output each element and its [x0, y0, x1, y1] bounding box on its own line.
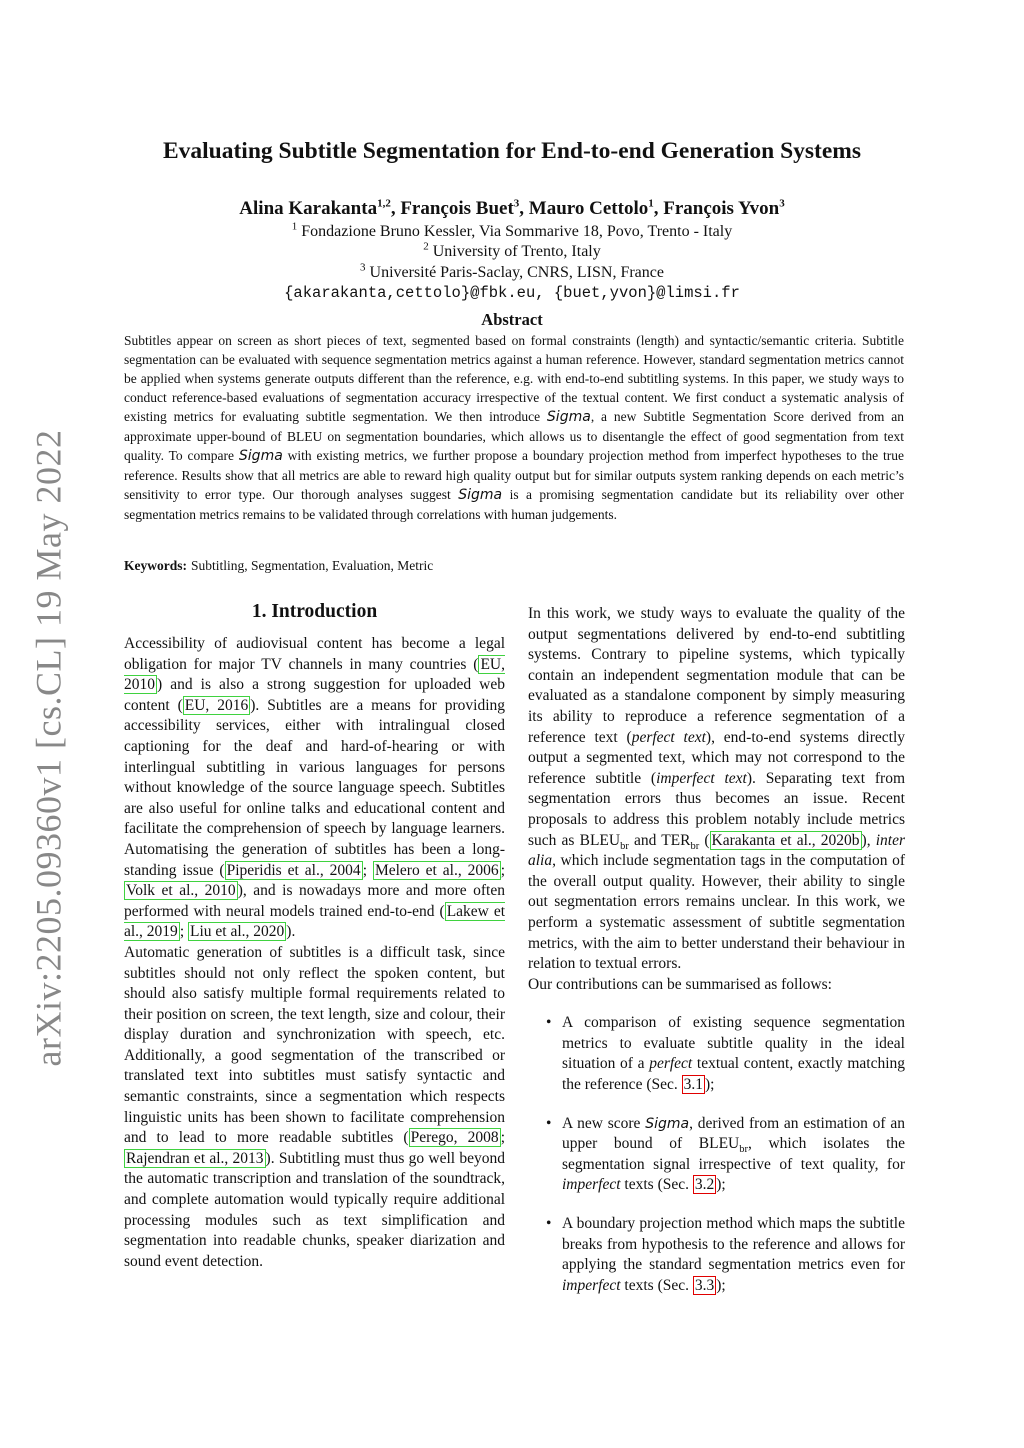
sigma-symbol: Sigma	[238, 448, 283, 464]
text: ),	[861, 831, 876, 849]
citation-link[interactable]: Volk et al., 2010	[126, 882, 236, 900]
text: , derived from an estimation of an upper bound of BLEU	[562, 1114, 905, 1153]
paragraph: Accessibility of audiovisual content has become a legal obligation for major TV channels in many countries ( EU, 2010 ) and is also a strong suggestion for uploaded web content ( EU, 2016 ). Subtitles are a means for providing accessibility services, either with intralingual closed captioning for the deaf and hard-of-hearing or with interlingual subtitling in various languages for persons without knowledge of the source language speech. Subtitles are also useful for online talks and educational content and facilitate the comprehension of speech by language learners. Automatising the generation of subtitles has been a long-standing issue ( Piperidis et al., 2004 ; Melero et al., 2006 ; Volk et al., 2010 ), and is nowadays more and more often performed with neural models trained end-to-end ( Lakew et al., 2019 ; Liu et al., 2020 ).	[124, 635, 505, 941]
affiliation	[0, 242, 1024, 262]
text: A new score	[562, 1114, 646, 1132]
text: and TER	[628, 831, 691, 849]
bullet-icon: •	[546, 1014, 552, 1032]
sigma-symbol: Sigma	[546, 409, 591, 425]
citation-link[interactable]: EU, 2016	[184, 696, 249, 714]
abstract-text: , a new Subtitle Segmentation Score derived from an approximate upper-bound of BLEU on segmentation boundaries, which allows us to disentangle the effect of good segmentation from text quality. To compare	[124, 409, 904, 463]
author-name: François Yvon	[663, 198, 780, 219]
text: ).	[286, 923, 296, 941]
text: ) and is also a strong suggestion for uploaded web content (	[124, 676, 505, 714]
text: , which include segmentation tags in the computation of the overall output quality. However, their ability to single out segmentation errors remains unclear. In this work, we perform a systematic assessment of subtitle segmentation metrics, with the aim to better understand their behaviour in relation to textual errors.	[528, 852, 905, 973]
citation-link[interactable]: EU, 2010	[124, 655, 505, 694]
citation-link[interactable]: Karakanta et al., 2020b	[711, 831, 860, 849]
bullet-icon: •	[546, 1215, 552, 1233]
list-item	[528, 1214, 905, 1296]
paragraph: Automatic generation of subtitles is a difficult task, since subtitles should not only reflect the spoken content, but should also satisfy multiple formal requirements related to their position on screen, the text length, size and colour, their display duration and synchronization with speech, etc. Additionally, a good segmentation of the transcribed or translated text into subtitles must satisfy syntactic and semantic constraints, since a segmentation which respects linguistic units has been shown to facilitate comprehension and to lead to more readable subtitles ( Perego, 2008 ; Rajendran et al., 2013 ). Subtitling must thus go well beyond the automatic transcription and translation of the soundtrack, and complete automation would typically require additional processing modules such as text simplification and segmentation into readable chunks, speaker diarization and sound event detection.	[124, 943, 505, 1270]
abstract-text: with existing metrics, we further propose a boundary projection method from imperfect hypotheses to the true reference. Results show that all metrics are able to reward high quality output but for similar outputs system ranking depends on each metric’s sensitivity to error type. Our thorough analyses suggest	[124, 448, 904, 502]
section-ref-link[interactable]: 3.2	[694, 1176, 715, 1194]
citation-link[interactable]: Rajendran et al., 2013	[126, 1149, 264, 1167]
author-name: François Buet	[400, 198, 514, 219]
text: In this work, we study ways to evaluate the quality of the output segmentations delivered by end-to-end subtitling systems. Contrary to pipeline systems, which typically contain an independent segmentation module that can be evaluated as a standalone component by simply measuring its ability to reproduce a reference segmentation of a reference text (	[528, 605, 905, 746]
emphasis: perfect text	[631, 728, 706, 746]
text: textual content, exactly matching the reference (Sec.	[562, 1055, 906, 1094]
abstract-body	[124, 331, 904, 524]
arxiv-stamp-text: arXiv:2205.09360v1 [cs.CL] 19 May 2022	[28, 429, 68, 1067]
text: ). Subtitling must thus go well beyond the automatic transcription and translation of the soundtrack, and complete automation would typically require additional processing modules such as text simplification and segmentation into readable chunks, speaker diarization and sound event detection.	[124, 1149, 505, 1270]
text: );	[716, 1276, 726, 1294]
text: texts (Sec.	[620, 1176, 693, 1194]
text: (	[699, 831, 710, 849]
affiliation	[0, 263, 1024, 283]
subscript: br	[690, 840, 700, 852]
citation-link[interactable]: Perego, 2008	[410, 1129, 499, 1147]
bullet-icon: •	[546, 1114, 552, 1132]
text: Accessibility of audiovisual content has become a legal obligation for major TV channels in many countries (	[124, 635, 505, 673]
left-column	[124, 600, 505, 1272]
list-item	[528, 1013, 905, 1095]
sigma-symbol: Sigma	[458, 487, 503, 503]
subscript: br	[739, 1144, 748, 1156]
text: );	[705, 1076, 715, 1094]
emphasis: imperfect text	[656, 769, 747, 787]
text: );	[716, 1176, 726, 1194]
text: A comparison of existing sequence segmentation metrics to evaluate subtitle quality in the ideal situation of a	[562, 1014, 905, 1073]
author-name: Alina Karakanta	[239, 198, 378, 219]
author-affil-mark: 3	[513, 197, 520, 210]
text: ), and is nowadays more and more often performed with neural models trained end-to-end (	[124, 882, 505, 920]
text: ), end-to-end systems directly output a segmented text, which may not correspond to the reference subtitle (	[528, 728, 905, 787]
affil-text: Fondazione Bruno Kessler, Via Sommarive 18, Povo, Trento - Italy	[301, 223, 733, 240]
author-emails: {akarakanta,cettolo}@fbk.eu, {buet,yvon}@limsi.fr	[284, 284, 740, 302]
author-affil-mark: 1	[648, 197, 654, 210]
text: A boundary projection method which maps the subtitle breaks from hypothesis to the reference and allows for applying the standard segmentation metrics even for	[562, 1215, 905, 1274]
affil-num: 3	[360, 261, 366, 274]
emphasis: inter alia	[528, 831, 905, 870]
author-affil-mark: 1,2	[377, 197, 391, 210]
arxiv-stamp	[16, 429, 80, 1067]
citation-link[interactable]: Melero et al., 2006	[374, 861, 499, 879]
citation-link[interactable]: Lakew et al., 2019	[124, 902, 505, 941]
text: texts (Sec.	[620, 1276, 693, 1294]
affil-num: 1	[291, 220, 298, 233]
text: , which isolates the segmentation signal irrespective of text quality, for	[562, 1135, 906, 1173]
affil-text: Université Paris-Saclay, CNRS, LISN, France	[369, 264, 664, 281]
section-ref-link[interactable]: 3.3	[694, 1276, 715, 1294]
paragraph: Our contributions can be summarised as follows:	[528, 975, 832, 993]
right-column	[528, 604, 905, 1314]
contributions-list	[528, 1013, 905, 1296]
author-affil-mark: 3	[779, 197, 785, 210]
abstract-text: is a promising segmentation candidate but its reliability over other segmentation metrics remains to be validated through correlations with human judgements.	[124, 487, 905, 522]
emphasis: perfect	[649, 1055, 693, 1073]
section-heading: 1. Introduction	[251, 601, 378, 622]
citation-link[interactable]: Piperidis et al., 2004	[226, 861, 361, 879]
abstract-heading: Abstract	[481, 310, 543, 329]
author-name: Mauro Cettolo	[528, 198, 649, 219]
emphasis: imperfect	[562, 1176, 621, 1194]
paragraph	[528, 604, 905, 975]
sigma-symbol: Sigma	[645, 1115, 690, 1132]
author-list: Alina Karakanta$^{1,2}$, François Buet$^3$, Mauro Cettolo$^1$, François Yvon$^3$	[239, 197, 785, 219]
emphasis: imperfect	[562, 1276, 621, 1294]
list-item	[528, 1114, 905, 1196]
keywords	[124, 558, 904, 574]
text: ). Subtitles are a means for providing accessibility services, either with intralingual closed captioning for the deaf and hard-of-hearing or with interlingual subtitling in various languages for persons without knowledge of the source language speech. Subtitles are also useful for online talks and educational content and facilitate the comprehension of speech by language learners. Automatising the generation of subtitles has been a long-standing issue (	[124, 696, 505, 879]
affil-text: University of Trento, Italy	[432, 243, 601, 260]
text: Automatic generation of subtitles is a difficult task, since subtitles should not only reflect the spoken content, but should also satisfy multiple formal requirements related to their position on screen, the text length, size and colour, their display duration and synchronization with speech, etc. Additionally, a good segmentation of the transcribed or translated text into subtitles must satisfy syntactic and semantic constraints, since a segmentation which respects linguistic units has been shown to facilitate comprehension and to lead to more readable subtitles (	[124, 943, 505, 1147]
paper-title: Evaluating Subtitle Segmentation for End-to-end Generation Systems	[162, 138, 862, 164]
affil-num: 2	[423, 240, 429, 253]
section-ref-link[interactable]: 3.1	[683, 1076, 703, 1094]
citation-link[interactable]: Liu et al., 2020	[190, 923, 285, 941]
affiliation	[0, 222, 1024, 242]
keywords-text: Subtitling, Segmentation, Evaluation, Metric	[191, 558, 434, 573]
abstract-text: Subtitles appear on screen as short pieces of text, segmented based on formal constraints (length) and syntactic/semantic criteria. Subtitle segmentation can be evaluated with sequence segmentation metrics against a human reference. However, standard segmentation metrics cannot be applied when systems generate outputs different than the reference, e.g. with end-to-end subtitling systems. In this paper, we study ways to conduct reference-based evaluations of segmentation accuracy irrespective of the textual content. We first conduct a systematic analysis of existing metrics for evaluating subtitle segmentation. We then introduce	[124, 333, 904, 424]
subscript: br	[620, 840, 629, 852]
keywords-label: Keywords:	[124, 558, 187, 573]
text: ). Separating text from segmentation errors thus becomes an issue. Recent proposals to address this problem notably include metrics such as BLEU	[528, 769, 905, 849]
